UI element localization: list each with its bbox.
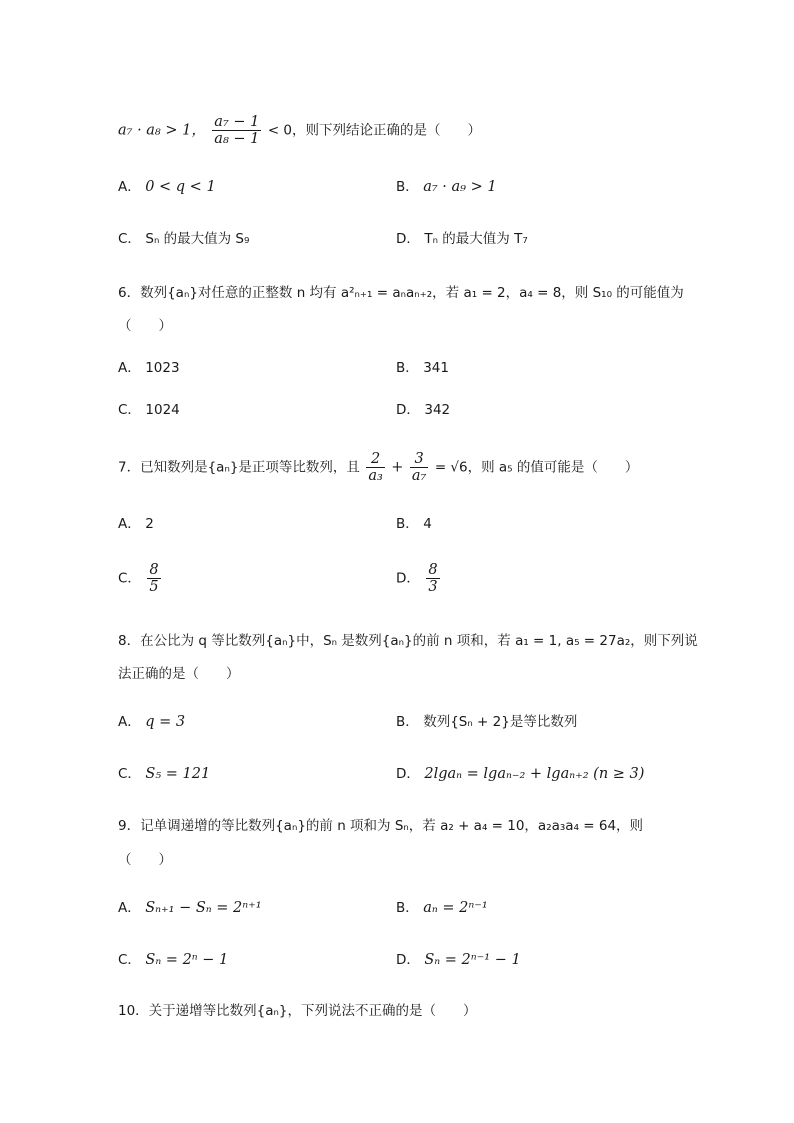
q6-option-c xyxy=(118,400,180,420)
option-label: C． xyxy=(118,766,141,782)
q5-stem xyxy=(118,114,481,147)
option-label: A． xyxy=(118,516,141,532)
option-label: C． xyxy=(118,231,141,247)
q8-option-b xyxy=(396,712,577,732)
q8-option-a xyxy=(118,712,185,732)
q7-fraction-1-denominator: a₃ xyxy=(368,468,383,484)
option-text: 342 xyxy=(424,402,451,418)
q7-fraction-2-denominator: a₇ xyxy=(411,468,427,484)
q5-option-b xyxy=(396,177,497,197)
option-label: A． xyxy=(118,900,141,916)
option-label: B． xyxy=(396,179,419,195)
q6-option-b xyxy=(396,358,449,378)
q6-stem-line1: 6．数列{aₙ}对任意的正整数 n 均有 a²ₙ₊₁ = aₙaₙ₊₂，若 a₁ = 2，a₄ = 8，则 S₁₀ 的可能值为 xyxy=(118,285,684,301)
option-label: D． xyxy=(396,231,420,247)
option-text: 1024 xyxy=(145,402,180,418)
q8-stem-line1: 8．在公比为 q 等比数列{aₙ}中，Sₙ 是数列{aₙ}的前 n 项和，若 a₁ = 1, a₅ = 27a₂，则下列说 xyxy=(118,633,698,649)
option-label: D． xyxy=(396,570,420,587)
option-text: 数列{Sₙ + 2}是等比数列 xyxy=(423,714,578,730)
option-label: C． xyxy=(118,402,141,418)
q7-option-c-fraction xyxy=(147,562,160,595)
q7-stem-pre: 7．已知数列是{aₙ}是正项等比数列，且 xyxy=(118,459,360,476)
q6-stem-line2: （ ） xyxy=(118,318,172,334)
fraction-denominator: 5 xyxy=(149,579,159,595)
option-text: Sₙ 的最大值为 S₉ xyxy=(145,231,250,247)
option-label: D． xyxy=(396,402,420,418)
q5-option-d xyxy=(396,229,528,249)
option-label: B． xyxy=(396,516,419,532)
q5-fraction-numerator: a₇ − 1 xyxy=(214,114,260,130)
q7-fraction-2 xyxy=(410,451,428,484)
q5-condition-left: a₇ · a₈ > 1， xyxy=(118,122,206,139)
q7-stem xyxy=(118,451,638,484)
q8-stem-line2: 法正确的是（ ） xyxy=(118,666,240,682)
q6-option-a xyxy=(118,358,180,378)
option-text: 4 xyxy=(423,516,432,532)
option-label: C． xyxy=(118,570,141,587)
q7-option-d-fraction xyxy=(426,562,439,595)
option-text: q = 3 xyxy=(145,714,186,730)
q9-stem-line1: 9．记单调递增的等比数列{aₙ}的前 n 项和为 Sₙ，若 a₂ + a₄ = 10，a₂a₃a₄ = 64，则 xyxy=(118,818,644,834)
q9-option-b xyxy=(396,898,488,918)
q7-option-a xyxy=(118,514,154,534)
option-text: 2 xyxy=(145,516,154,532)
option-text: 341 xyxy=(423,360,449,376)
q5-option-a xyxy=(118,177,216,197)
q7-plus-sign: + xyxy=(391,459,404,476)
option-text: Sₙ₊₁ − Sₙ = 2ⁿ⁺¹ xyxy=(145,900,262,916)
q5-option-c xyxy=(118,229,249,249)
q10-stem: 10．关于递增等比数列{aₙ}，下列说法不正确的是（ ） xyxy=(118,1003,477,1019)
option-label: A． xyxy=(118,179,141,195)
option-text: a₇ · a₉ > 1 xyxy=(423,179,497,195)
option-text: Tₙ 的最大值为 T₇ xyxy=(424,231,528,247)
q9-stem-line2: （ ） xyxy=(118,852,172,868)
q7-option-d xyxy=(396,562,442,595)
option-label: B． xyxy=(396,714,419,730)
q7-stem-post: = √6，则 a₅ 的值可能是（ ） xyxy=(434,459,639,476)
option-text: 0 < q < 1 xyxy=(145,179,216,195)
option-label: B． xyxy=(396,900,419,916)
q9-option-a xyxy=(118,898,262,918)
q9-option-d xyxy=(396,950,521,970)
q5-fraction-denominator: a₈ − 1 xyxy=(214,131,260,147)
q7-fraction-2-numerator: 3 xyxy=(410,451,428,468)
option-text: S₅ = 121 xyxy=(145,766,211,782)
q5-condition-right: < 0，则下列结论正确的是（ ） xyxy=(267,122,482,139)
option-text: Sₙ = 2ⁿ − 1 xyxy=(145,952,229,968)
option-label: A． xyxy=(118,714,141,730)
q8-option-c xyxy=(118,764,210,784)
option-label: D． xyxy=(396,766,420,782)
fraction-numerator: 8 xyxy=(149,562,159,578)
q7-fraction-1 xyxy=(366,451,384,484)
option-text: Sₙ = 2ⁿ⁻¹ − 1 xyxy=(424,952,521,968)
option-label: B． xyxy=(396,360,419,376)
option-text: aₙ = 2ⁿ⁻¹ xyxy=(423,900,488,916)
q7-option-c xyxy=(118,562,163,595)
option-label: C． xyxy=(118,952,141,968)
option-label: A． xyxy=(118,360,141,376)
option-label: D． xyxy=(396,952,420,968)
q7-option-b xyxy=(396,514,432,534)
option-text: 2lgaₙ = lgaₙ₋₂ + lgaₙ₊₂ (n ≥ 3) xyxy=(424,766,645,782)
q9-option-c xyxy=(118,950,228,970)
q6-option-d xyxy=(396,400,450,420)
q8-option-d xyxy=(396,764,644,784)
option-text: 1023 xyxy=(145,360,180,376)
q7-fraction-1-numerator: 2 xyxy=(366,451,384,468)
fraction-numerator: 8 xyxy=(428,562,438,578)
q5-fraction xyxy=(212,114,261,147)
fraction-denominator: 3 xyxy=(428,579,438,595)
